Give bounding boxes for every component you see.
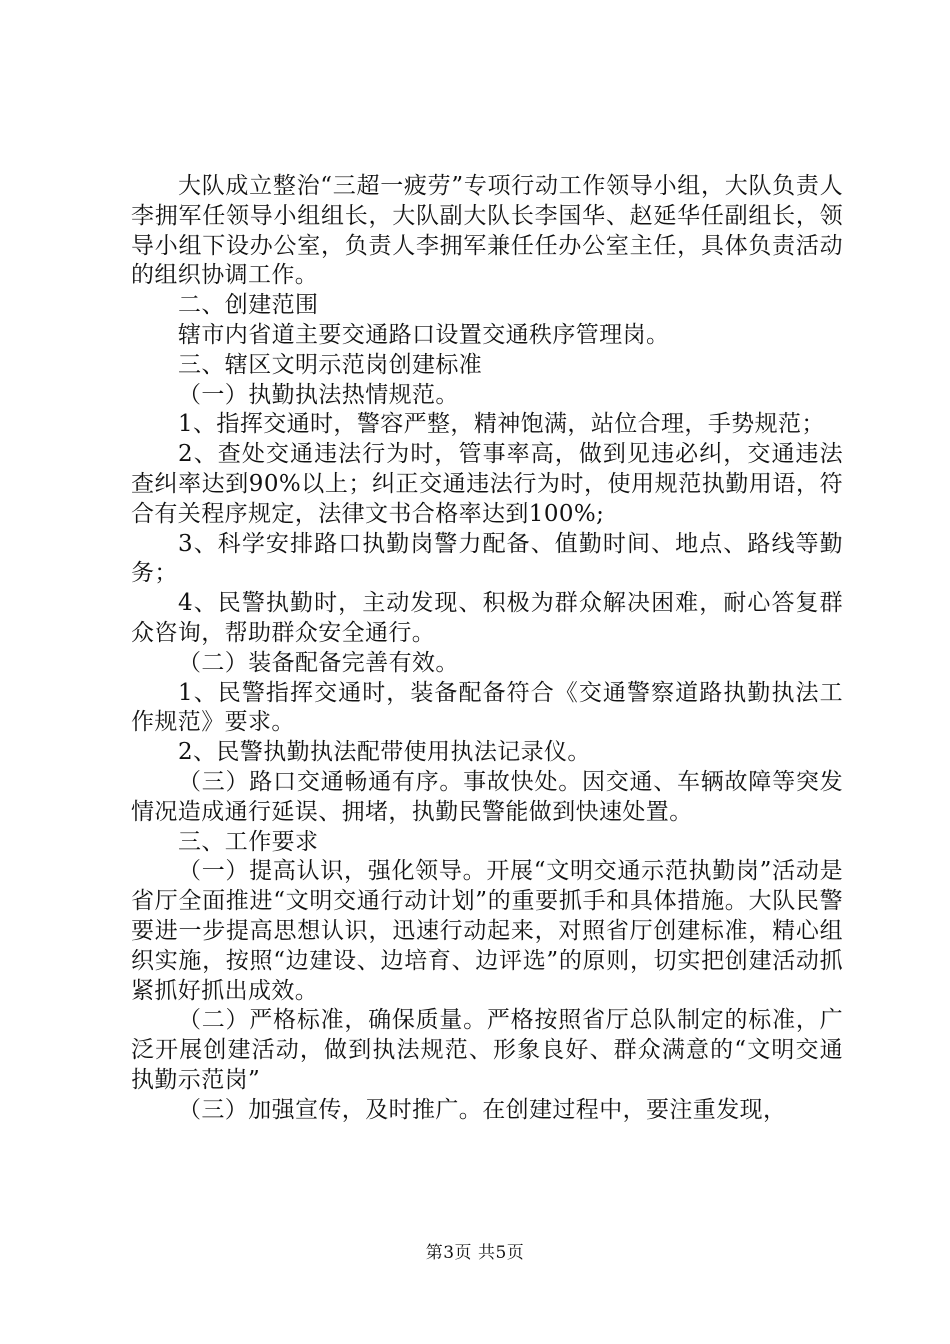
paragraph-requirement-3: （三）加强宣传，及时推广。在创建过程中，要注重发现， — [178, 1096, 787, 1123]
heading-requirements: 三、工作要求 — [178, 828, 319, 855]
paragraph-item-3: 3、科学安排路口执勤岗警力配备、值勤时间、地点、路线等勤务； — [131, 530, 843, 587]
subheading-equipment: （二）装备配备完善有效。 — [178, 649, 459, 676]
document-body — [131, 172, 843, 1126]
paragraph-requirement-1: （一）提高认识，强化领导。开展“文明交通示范执勤岗”活动是省厅全面推进“文明交通行动计划”的重要抓手和具体措施。大队民警要进一步提高思想认识，迅速行动起来，对照省厅创建标准，精心组织实施，按照“边建设、边培育、边评选”的原则，切实把创建活动抓紧抓好抓出成效。 — [131, 858, 843, 1004]
paragraph-leadership-group: 大队成立整治“三超一疲劳”专项行动工作领导小组，大队负责人李拥军任领导小组组长，大队副大队长李国华、赵延华任副组长，领导小组下设办公室，负责人李拥军兼任任办公室主任，具体负责活动的组织协调工作。 — [131, 173, 843, 289]
paragraph-equipment-1: 1、民警指挥交通时，装备配备符合《交通警察道路执勤执法工作规范》要求。 — [131, 679, 843, 736]
paragraph-item-1: 1、指挥交通时，警容严整，精神饱满，站位合理，手势规范； — [178, 411, 825, 438]
heading-standards: 三、辖区文明示范岗创建标准 — [178, 351, 483, 378]
paragraph-equipment-2: 2、民警执勤执法配带使用执法记录仪。 — [178, 739, 591, 766]
paragraph-item-4: 4、民警执勤时，主动发现、积极为群众解决困难，耐心答复群众咨询，帮助群众安全通行。 — [131, 590, 843, 646]
paragraph-traffic-order: （三）路口交通畅通有序。事故快处。因交通、车辆故障等突发情况造成通行延误、拥堵，执勤民警能做到快速处置。 — [131, 768, 843, 825]
paragraph-requirement-2: （二）严格标准，确保质量。严格按照省厅总队制定的标准，广泛开展创建活动，做到执法规范、形象良好、群众满意的“文明交通执勤示范岗” — [131, 1007, 843, 1093]
paragraph-scope: 辖市内省道主要交通路口设置交通秩序管理岗。 — [178, 321, 670, 348]
paragraph-item-2: 2、查处交通违法行为时，管事率高，做到见违必纠，交通违法查纠率达到90%以上；纠正交通违法行为时，使用规范执勤用语，符合有关程序规定，法律文书合格率达到100%; — [131, 441, 843, 527]
page-number-footer: 第3页 共5页 — [425, 1243, 525, 1263]
subheading-duty-norms: （一）执勤执法热情规范。 — [178, 381, 459, 408]
heading-scope: 二、创建范围 — [178, 292, 319, 319]
